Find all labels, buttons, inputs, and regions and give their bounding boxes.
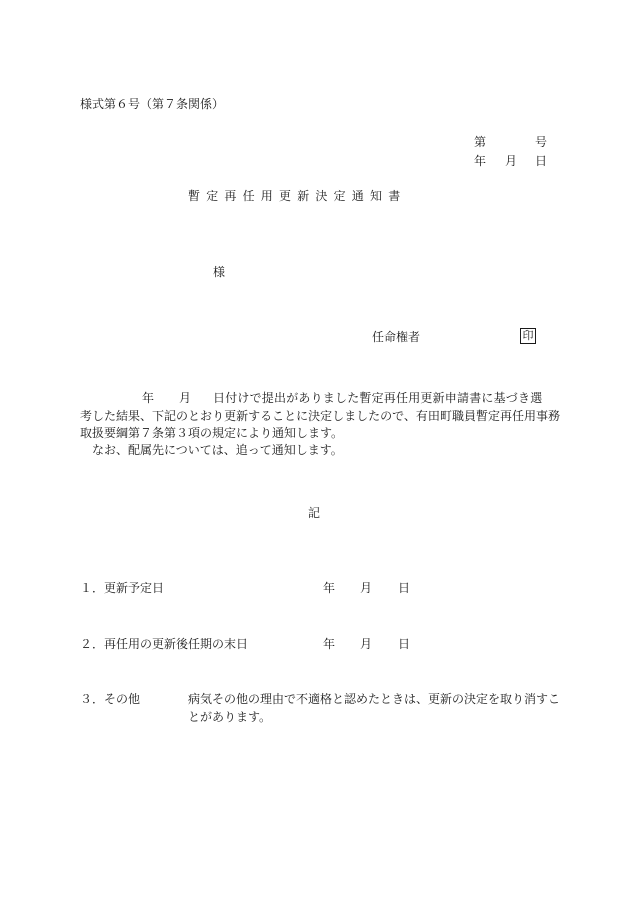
item-1-year: 年	[323, 581, 336, 595]
body-line1: 日付けで提出がありました暫定再任用更新申請書に基づき選	[213, 391, 543, 405]
date-day: 日	[535, 154, 548, 168]
date-year: 年	[474, 154, 487, 168]
item-2-label: ２．再任用の更新後任期の末日	[80, 637, 249, 651]
addressee-honorific: 様	[213, 265, 226, 279]
date-month: 月	[505, 154, 518, 168]
seal-mark: 印	[520, 328, 536, 344]
number-suffix: 号	[535, 135, 548, 149]
body-year: 年	[142, 391, 155, 405]
item-1-label: １．更新予定日	[80, 581, 165, 595]
item-2-month: 月	[360, 637, 373, 651]
item-1-month: 月	[360, 581, 373, 595]
item-2-day: 日	[398, 637, 411, 651]
form-number: 様式第６号（第７条関係）	[80, 97, 225, 111]
body-paragraph-note: なお、配属先については、追って通知します。	[92, 443, 343, 457]
body-month: 月	[179, 391, 192, 405]
document-title: 暫定再任用更新決定通知書	[188, 189, 407, 203]
item-3-text: 病気その他の理由で不適格と認めたときは、更新の決定を取り消すことがあります。	[188, 692, 561, 724]
ki-heading: 記	[308, 506, 321, 520]
item-3-label: ３．その他	[80, 692, 141, 706]
appointer-label: 任命権者	[372, 330, 421, 344]
item-2-year: 年	[323, 637, 336, 651]
body-paragraph	[80, 408, 560, 459]
number-prefix: 第	[474, 135, 487, 149]
item-1-day: 日	[398, 581, 411, 595]
body-paragraph-text: 考した結果、下記のとおり更新することに決定しましたので、有田町職員暫定再任用事務取扱要綱第７条第３項の規定により通知します。	[80, 409, 560, 440]
